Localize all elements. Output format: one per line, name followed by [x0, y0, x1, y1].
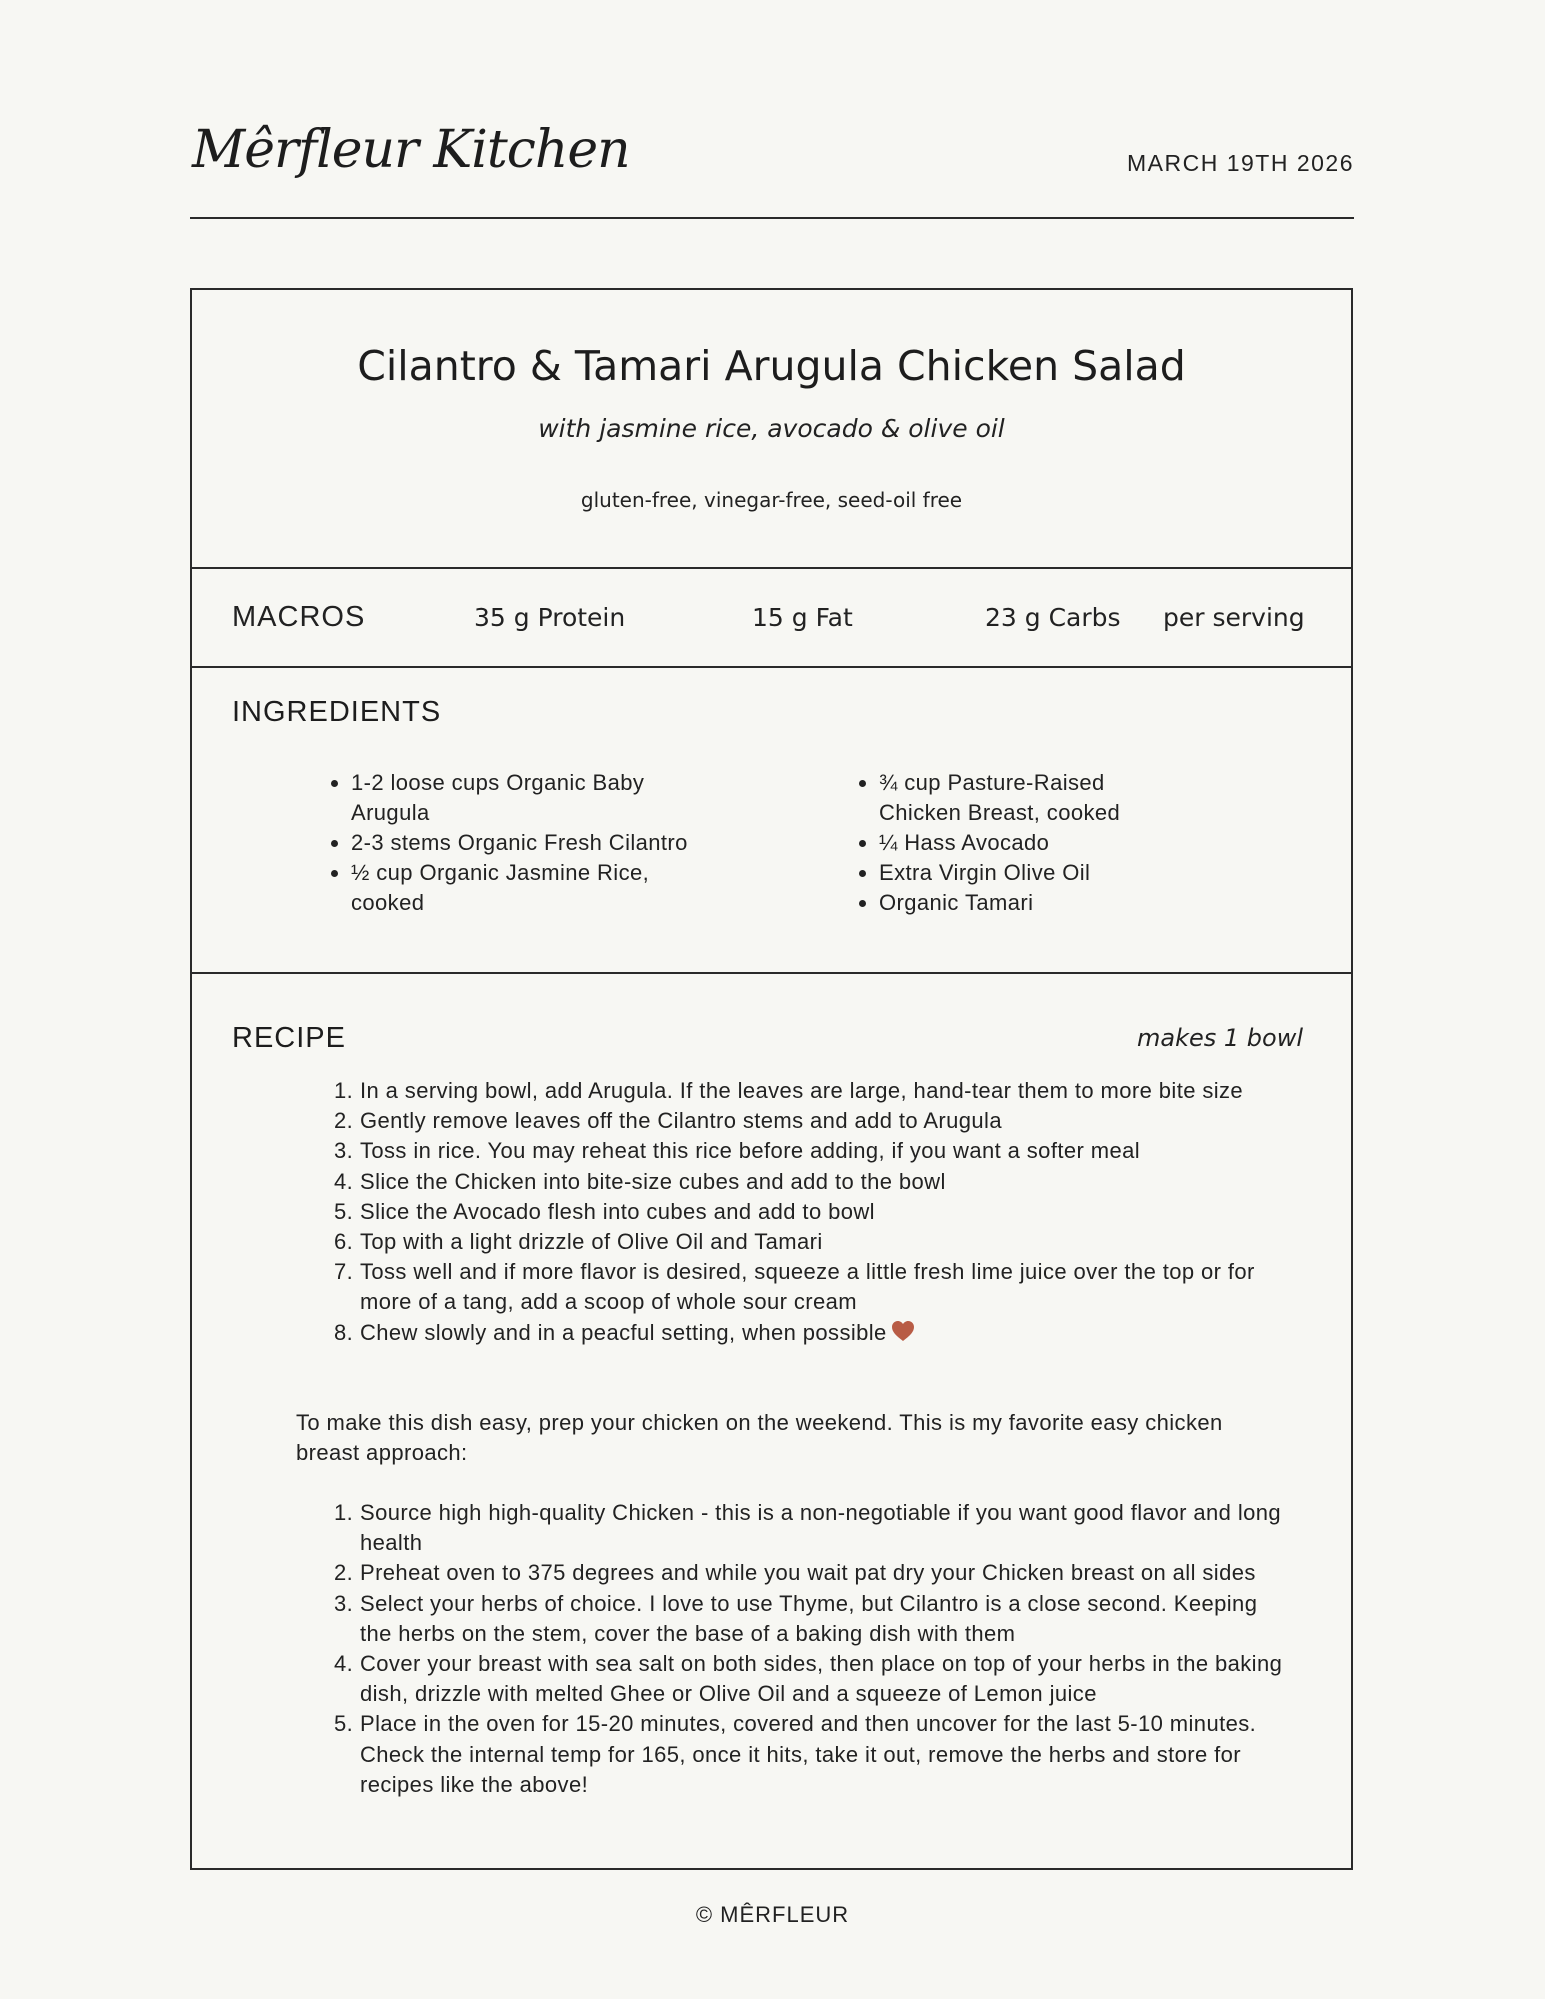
title-section: [192, 290, 1351, 569]
chicken-step-item: Cover your breast with sea salt on both sides, then place on top of your herbs in the baking dish, drizzle with melted Ghee or Olive Oil and a squeeze of Lemon juice: [360, 1651, 1283, 1707]
recipe-steps: [334, 1076, 1284, 1350]
chicken-step-item: Select your herbs of choice. I love to use Thyme, but Cilantro is a close second. Keeping the herbs on the stem, cover the base of a baking dish with them: [360, 1590, 1258, 1646]
footer-copyright: © MÊRFLEUR: [695, 1902, 850, 1927]
chicken-step-item: Preheat oven to 375 degrees and while you wait pat dry your Chicken breast on all sides: [360, 1560, 1256, 1586]
ingredients-list-left: [319, 768, 691, 918]
step-item: In a serving bowl, add Arugula. If the leaves are large, hand-tear them to more bite size: [360, 1078, 1244, 1103]
recipe-subtitle: with jasmine rice, avocado & olive oil: [538, 414, 1005, 443]
ingredient-item: • ¼ Hass Avocado: [879, 828, 1169, 858]
chicken-prep-steps: [334, 1498, 1294, 1800]
step-item: Slice the Avocado flesh into cubes and add to bowl: [360, 1198, 875, 1224]
recipe-heading: RECIPE: [232, 1022, 346, 1054]
brand-logo: Mêrfleur Kitchen: [192, 120, 630, 180]
step-text: Chew slowly and in a peacful setting, when possible: [360, 1319, 887, 1345]
recipe-yield: makes 1 bowl: [1137, 1024, 1303, 1052]
macro-fat: 15 g Fat: [752, 603, 853, 632]
page-header: [190, 110, 1354, 219]
chicken-step-item: Source high high-quality Chicken - this is a non-negotiable if you want good flavor and long health: [360, 1500, 1282, 1556]
ingredient-item: • 2-3 stems Organic Fresh Cilantro: [351, 828, 691, 858]
heart-icon: [891, 1320, 915, 1350]
prep-note: To make this dish easy, prep your chicken on the weekend. This is my favorite easy chicken breast approach:: [296, 1410, 1223, 1465]
macro-protein: 35 g Protein: [474, 603, 626, 632]
step-item: [334, 1318, 1284, 1350]
recipe-section: [192, 974, 1351, 1868]
ingredient-item: • Extra Virgin Olive Oil: [879, 858, 1169, 888]
ingredient-item: • ½ cup Organic Jasmine Rice, cooked: [351, 858, 691, 918]
ingredient-item: • 1-2 loose cups Organic Baby Arugula: [351, 768, 691, 828]
step-item: Toss in rice. You may reheat this rice before adding, if you want a softer meal: [360, 1138, 1140, 1164]
ingredient-item: • ¾ cup Pasture-Raised Chicken Breast, cooked: [879, 768, 1169, 828]
macros-heading: MACROS: [232, 601, 366, 633]
ingredients-heading: INGREDIENTS: [232, 696, 442, 728]
macro-unit: per serving: [1163, 603, 1305, 632]
step-item: Top with a light drizzle of Olive Oil and Tamari: [360, 1229, 823, 1255]
ingredient-item: • Organic Tamari: [879, 888, 1169, 918]
step-item: Gently remove leaves off the Cilantro stems and add to Arugula: [360, 1108, 1002, 1134]
step-item: Slice the Chicken into bite-size cubes and add to the bowl: [360, 1168, 946, 1194]
step-item: Toss well and if more flavor is desired, squeeze a little fresh lime juice over the top or for more of a tang, add a scoop of whole sour cream: [360, 1259, 1255, 1315]
ingredients-section: [192, 668, 1351, 974]
macros-section: [192, 569, 1351, 668]
recipe-card: [190, 288, 1353, 1870]
publish-date: MARCH 19TH 2026: [1126, 150, 1354, 176]
recipe-title: Cilantro & Tamari Arugula Chicken Salad: [357, 342, 1186, 390]
diet-tags: gluten-free, vinegar-free, seed-oil free: [580, 488, 963, 512]
ingredients-list-right: [847, 768, 1169, 918]
macro-carbs: 23 g Carbs: [985, 603, 1121, 632]
chicken-step-item: Place in the oven for 15-20 minutes, covered and then uncover for the last 5-10 minutes. Check the internal temp for 165, once it hits, take it out, remove the herbs and store for recipes like the above!: [360, 1711, 1257, 1797]
